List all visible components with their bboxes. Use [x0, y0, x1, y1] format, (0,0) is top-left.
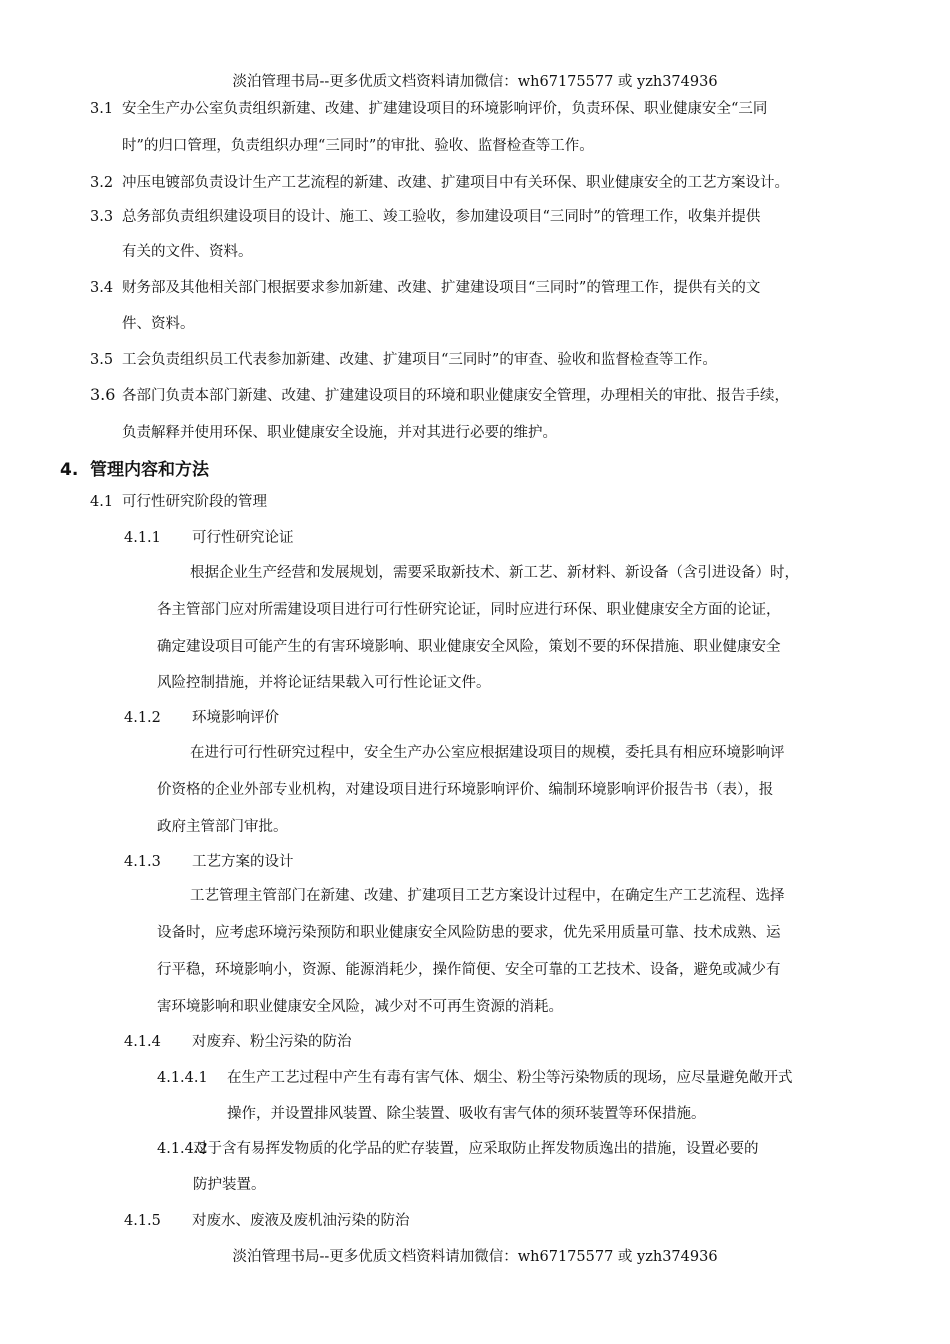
section-4-1-3-heading: 4.1.3 工艺方案的设计 — [124, 854, 294, 870]
section-4-1-3-line1: 工艺管理主管部门在新建、改建、扩建项目工艺方案设计过程中，在确定生产工艺流程、选择 — [190, 888, 785, 904]
section-4-1-3-line3: 行平稳，环境影响小，资源、能源消耗少，操作简便、安全可靠的工艺技术、设备，避免或减少有 — [157, 962, 781, 978]
page-footer: 淡泊管理书局--更多优质文档资料请加微信：wh67175577 或 yzh374936 — [232, 1249, 718, 1265]
section-4-1-2-line2: 价资格的企业外部专业机构，对建设项目进行环境影响评价、编制环境影响评价报告书（表），报 — [157, 782, 774, 798]
item-3-5-line1: 3.5 工会负责组织员工代表参加新建、改建、扩建项目“三同时”的审查、验收和监督检查等工作。 — [90, 352, 717, 368]
section-4-1-heading: 4.1 可行性研究阶段的管理 — [90, 494, 267, 510]
section-4-1-2-heading: 4.1.2 环境影响评价 — [124, 710, 279, 726]
item-3-6-line1: 3.6 各部门负责本部门新建、改建、扩建建设项目的环境和职业健康安全管理，办理相关的审批、报告手续， — [90, 385, 789, 404]
section-4-1-3-line2: 设备时，应考虑环境污染预防和职业健康安全风险防患的要求，优先采用质量可靠、技术成熟、运 — [157, 925, 781, 941]
section-4-1-5-heading: 4.1.5 对废水、废液及废机油污染的防治 — [124, 1213, 410, 1229]
item-3-2-line1: 3.2 冲压电镀部负责设计生产工艺流程的新建、改建、扩建项目中有关环保、职业健康安全的工艺方案设计。 — [90, 175, 789, 191]
item-3-1-line2: 时”的归口管理，负责组织办理“三同时”的审批、验收、监督检查等工作。 — [122, 138, 594, 154]
item-3-1-line1: 3.1 安全生产办公室负责组织新建、改建、扩建建设项目的环境影响评价，负责环保、职业健康安全“三同 — [90, 101, 768, 117]
item-3-4-line2: 件、资料。 — [122, 316, 195, 332]
section-4-1-1-line2: 各主管部门应对所需建设项目进行可行性研究论证，同时应进行环保、职业健康安全方面的论证， — [157, 602, 781, 618]
item-3-3-line2: 有关的文件、资料。 — [122, 244, 253, 260]
section-4-1-4-1-line1: 4.1.4.1 在生产工艺过程中产生有毒有害气体、烟尘、粉尘等污染物质的现场，应尽量避免敞开式 — [157, 1070, 793, 1086]
section-4-1-3-line4: 害环境影响和职业健康安全风险，减少对不可再生资源的消耗。 — [157, 999, 563, 1015]
item-3-3-line1: 3.3 总务部负责组织建设项目的设计、施工、竣工验收，参加建设项目“三同时”的管理工作，收集并提供 — [90, 209, 761, 225]
section-4-1-2-line3: 政府主管部门审批。 — [157, 819, 288, 835]
item-3-4-line1: 3.4 财务部及其他相关部门根据要求参加新建、改建、扩建建设项目“三同时”的管理工作，提供有关的文 — [90, 280, 761, 296]
section-4-1-4-2-line1: 4.1.4.2对于含有易挥发物质的化学品的贮存装置，应采取防止挥发物质逸出的措施，设置必要的 — [157, 1141, 759, 1157]
section-4-1-4-heading: 4.1.4 对废弃、粉尘污染的防治 — [124, 1034, 352, 1050]
section-4-1-1-line4: 风险控制措施，并将论证结果载入可行性论证文件。 — [157, 675, 491, 691]
section-4-1-1-heading: 4.1.1 可行性研究论证 — [124, 530, 294, 546]
section-4-heading: 4. 管理内容和方法 — [60, 460, 209, 480]
section-4-1-4-2-line2: 防护装置。 — [193, 1177, 266, 1193]
section-4-1-1-line3: 确定建设项目可能产生的有害环境影响、职业健康安全风险，策划不要的环保措施、职业健康安全 — [157, 639, 781, 655]
section-4-1-2-line1: 在进行可行性研究过程中，安全生产办公室应根据建设项目的规模，委托具有相应环境影响评 — [190, 745, 785, 761]
item-3-6-line2: 负责解释并使用环保、职业健康安全设施，并对其进行必要的维护。 — [122, 425, 557, 441]
section-4-1-1-line1: 根据企业生产经营和发展规划，需要采取新技术、新工艺、新材料、新设备（含引进设备）时， — [190, 565, 799, 581]
section-4-1-4-1-line2: 操作，并设置排风装置、除尘装置、吸收有害气体的须环装置等环保措施。 — [227, 1106, 706, 1122]
page-header: 淡泊管理书局--更多优质文档资料请加微信：wh67175577 或 yzh374936 — [232, 74, 718, 90]
